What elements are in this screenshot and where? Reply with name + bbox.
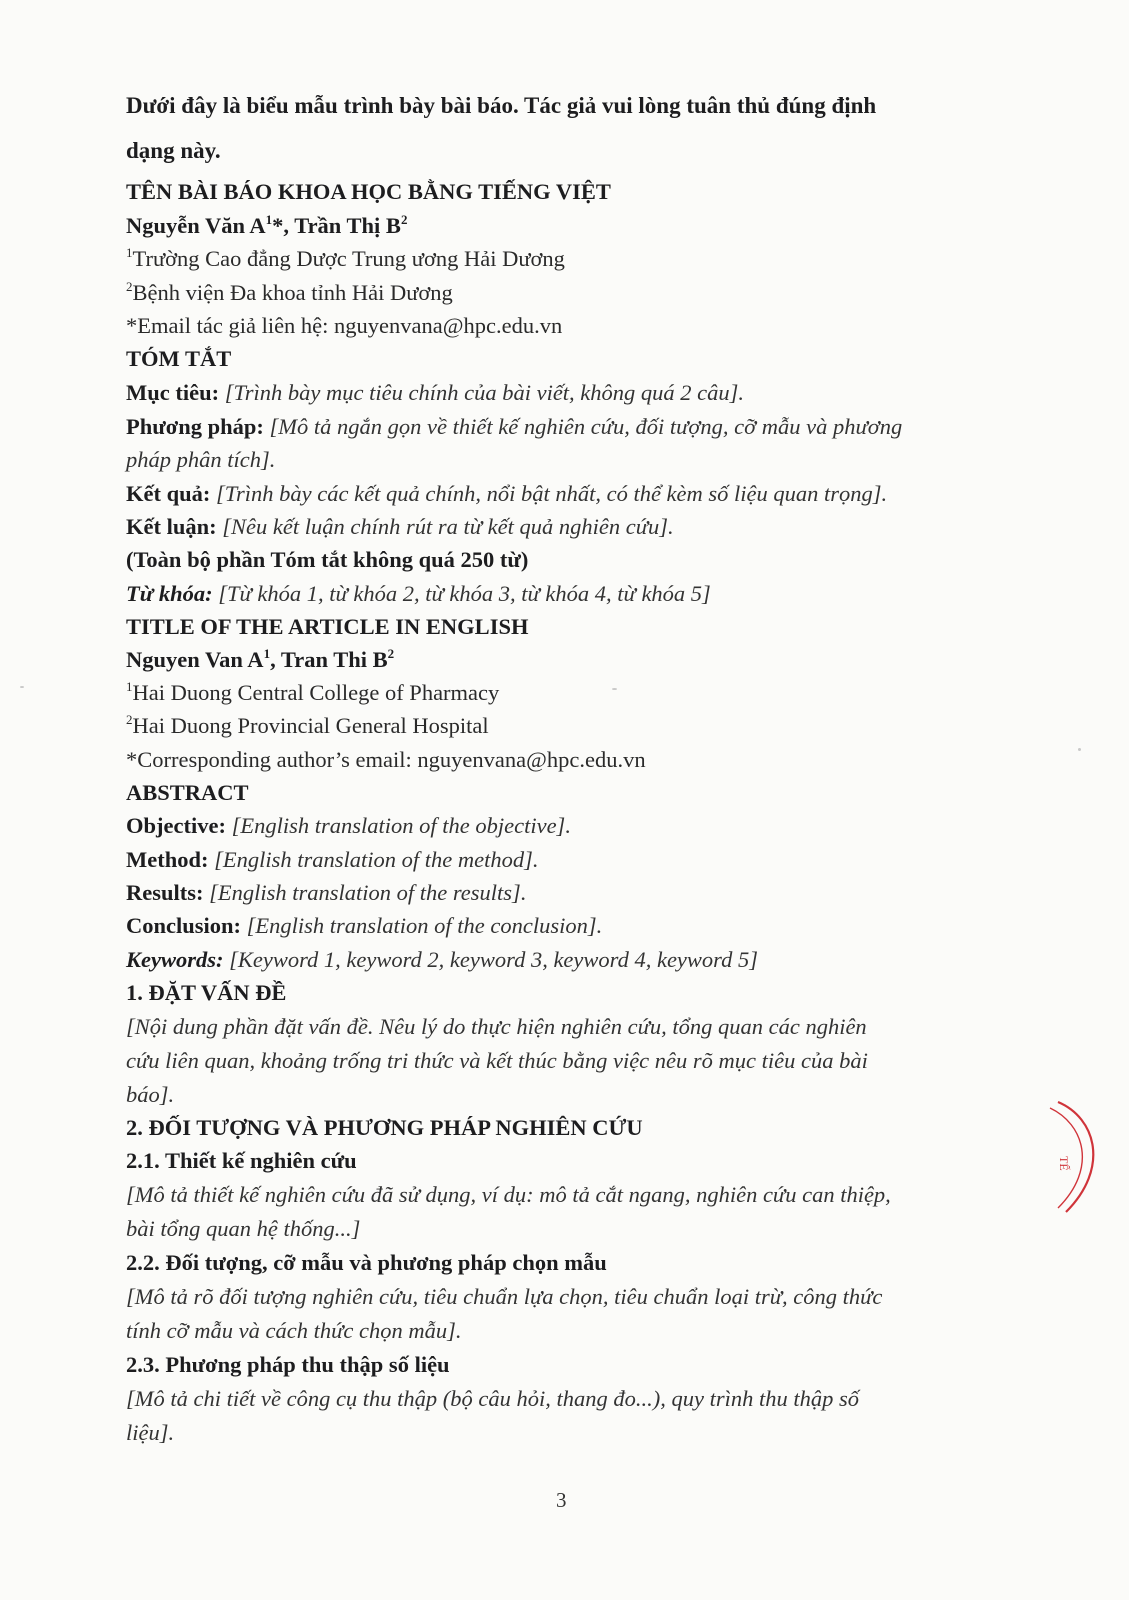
section-2-2-text: [Mô tả rõ đối tượng nghiên cứu, tiêu chuẩn lựa chọn, tiêu chuẩn loại trừ, công thức: [126, 1284, 883, 1309]
en-affiliation-2: $^2$Hai Duong Provincial General Hospital: [126, 711, 489, 738]
en-results: Results: [English translation of the results].: [126, 880, 527, 905]
vi-keywords: Từ khóa: [Từ khóa 1, từ khóa 2, từ khóa 3, từ khóa 4, từ khóa 5]: [126, 581, 711, 606]
vi-objective: Mục tiêu: [Trình bày mục tiêu chính của bài viết, không quá 2 câu].: [126, 380, 745, 405]
vi-conclusion: Kết luận: [Nêu kết luận chính rút ra từ kết quả nghiên cứu].: [126, 514, 674, 539]
section-1-heading: 1. ĐẶT VẤN ĐỀ: [126, 980, 287, 1005]
vi-results: Kết quả: [Trình bày các kết quả chính, nổi bật nhất, có thể kèm số liệu quan trọng].: [126, 481, 888, 506]
svg-text:TẾ: TẾ: [1057, 1156, 1071, 1171]
en-contact-email: *Corresponding author’s email: nguyenvana@hpc.edu.vn: [126, 747, 646, 772]
page-number: 3: [556, 1488, 567, 1512]
vi-method-cont: pháp phân tích].: [126, 447, 276, 472]
en-conclusion: Conclusion: [English translation of the conclusion].: [126, 913, 603, 938]
vi-title: TÊN BÀI BÁO KHOA HỌC BẰNG TIẾNG VIỆT: [126, 179, 611, 204]
en-objective: Objective: [English translation of the objective].: [126, 813, 571, 838]
section-2-heading: 2. ĐỐI TƯỢNG VÀ PHƯƠNG PHÁP NGHIÊN CỨU: [126, 1115, 643, 1140]
intro-line-2: dạng này.: [126, 138, 221, 163]
section-1-text: cứu liên quan, khoảng trống tri thức và kết thúc bằng việc nêu rõ mục tiêu của bài: [126, 1048, 868, 1073]
section-2-3-heading: 2.3. Phương pháp thu thập số liệu: [126, 1352, 450, 1377]
vi-word-limit: (Toàn bộ phần Tóm tắt không quá 250 từ): [126, 547, 529, 572]
scan-speck: [20, 686, 24, 688]
section-2-1-text: bài tổng quan hệ thống...]: [126, 1216, 361, 1241]
en-author-1: Nguyen Van A: [126, 647, 264, 672]
vi-author-2: Trần Thị B: [294, 213, 401, 238]
section-2-1-text: [Mô tả thiết kế nghiên cứu đã sử dụng, ví dụ: mô tả cắt ngang, nghiên cứu can thiệp,: [126, 1182, 891, 1207]
scan-speck: [1078, 748, 1081, 751]
section-2-3-text: liệu].: [126, 1420, 175, 1445]
vi-summary-heading: TÓM TẮT: [126, 346, 232, 371]
seal-stamp-fragment: [1048, 1098, 1108, 1216]
section-2-1-heading: 2.1. Thiết kế nghiên cứu: [126, 1148, 357, 1173]
en-author-2: Tran Thi B: [280, 647, 388, 672]
en-authors: Nguyen Van $A^1$, Tran Thi $B^2$: [126, 645, 395, 672]
en-method: Method: [English translation of the method].: [126, 847, 539, 872]
en-title: TITLE OF THE ARTICLE IN ENGLISH: [126, 614, 529, 639]
intro-line-1: Dưới đây là biểu mẫu trình bày bài báo. Tác giả vui lòng tuân thủ đúng định: [126, 93, 877, 118]
vi-contact-email: *Email tác giả liên hệ: nguyenvana@hpc.edu.vn: [126, 313, 563, 338]
en-abstract-heading: ABSTRACT: [126, 780, 249, 805]
section-2-2-text: tính cỡ mẫu và cách thức chọn mẫu].: [126, 1318, 462, 1343]
section-2-2-heading: 2.2. Đối tượng, cỡ mẫu và phương pháp chọn mẫu: [126, 1250, 607, 1275]
vi-affiliation-2: $^2$Bệnh viện Đa khoa tỉnh Hải Dương: [126, 278, 453, 305]
section-1-text: báo].: [126, 1082, 175, 1107]
en-affiliation-1: $^1$Hai Duong Central College of Pharmacy: [126, 678, 500, 705]
vi-method: Phương pháp: [Mô tả ngắn gọn về thiết kế nghiên cứu, đối tượng, cỡ mẫu và phương: [126, 414, 903, 439]
section-2-3-text: [Mô tả chi tiết về công cụ thu thập (bộ câu hỏi, thang đo...), quy trình thu thập số: [126, 1386, 860, 1411]
section-1-text: [Nội dung phần đặt vấn đề. Nêu lý do thực hiện nghiên cứu, tổng quan các nghiên: [126, 1014, 867, 1039]
scan-speck: [612, 688, 617, 690]
vi-author-1: Nguyễn Văn A: [126, 213, 266, 238]
en-keywords: Keywords: [Keyword 1, keyword 2, keyword 3, keyword 4, keyword 5]: [126, 947, 758, 972]
vi-authors: Nguyễn Văn $A^1*$, Trần Thị $B^2$: [126, 211, 408, 238]
vi-affiliation-1: $^1$Trường Cao đẳng Dược Trung ương Hải Dương: [126, 244, 565, 271]
